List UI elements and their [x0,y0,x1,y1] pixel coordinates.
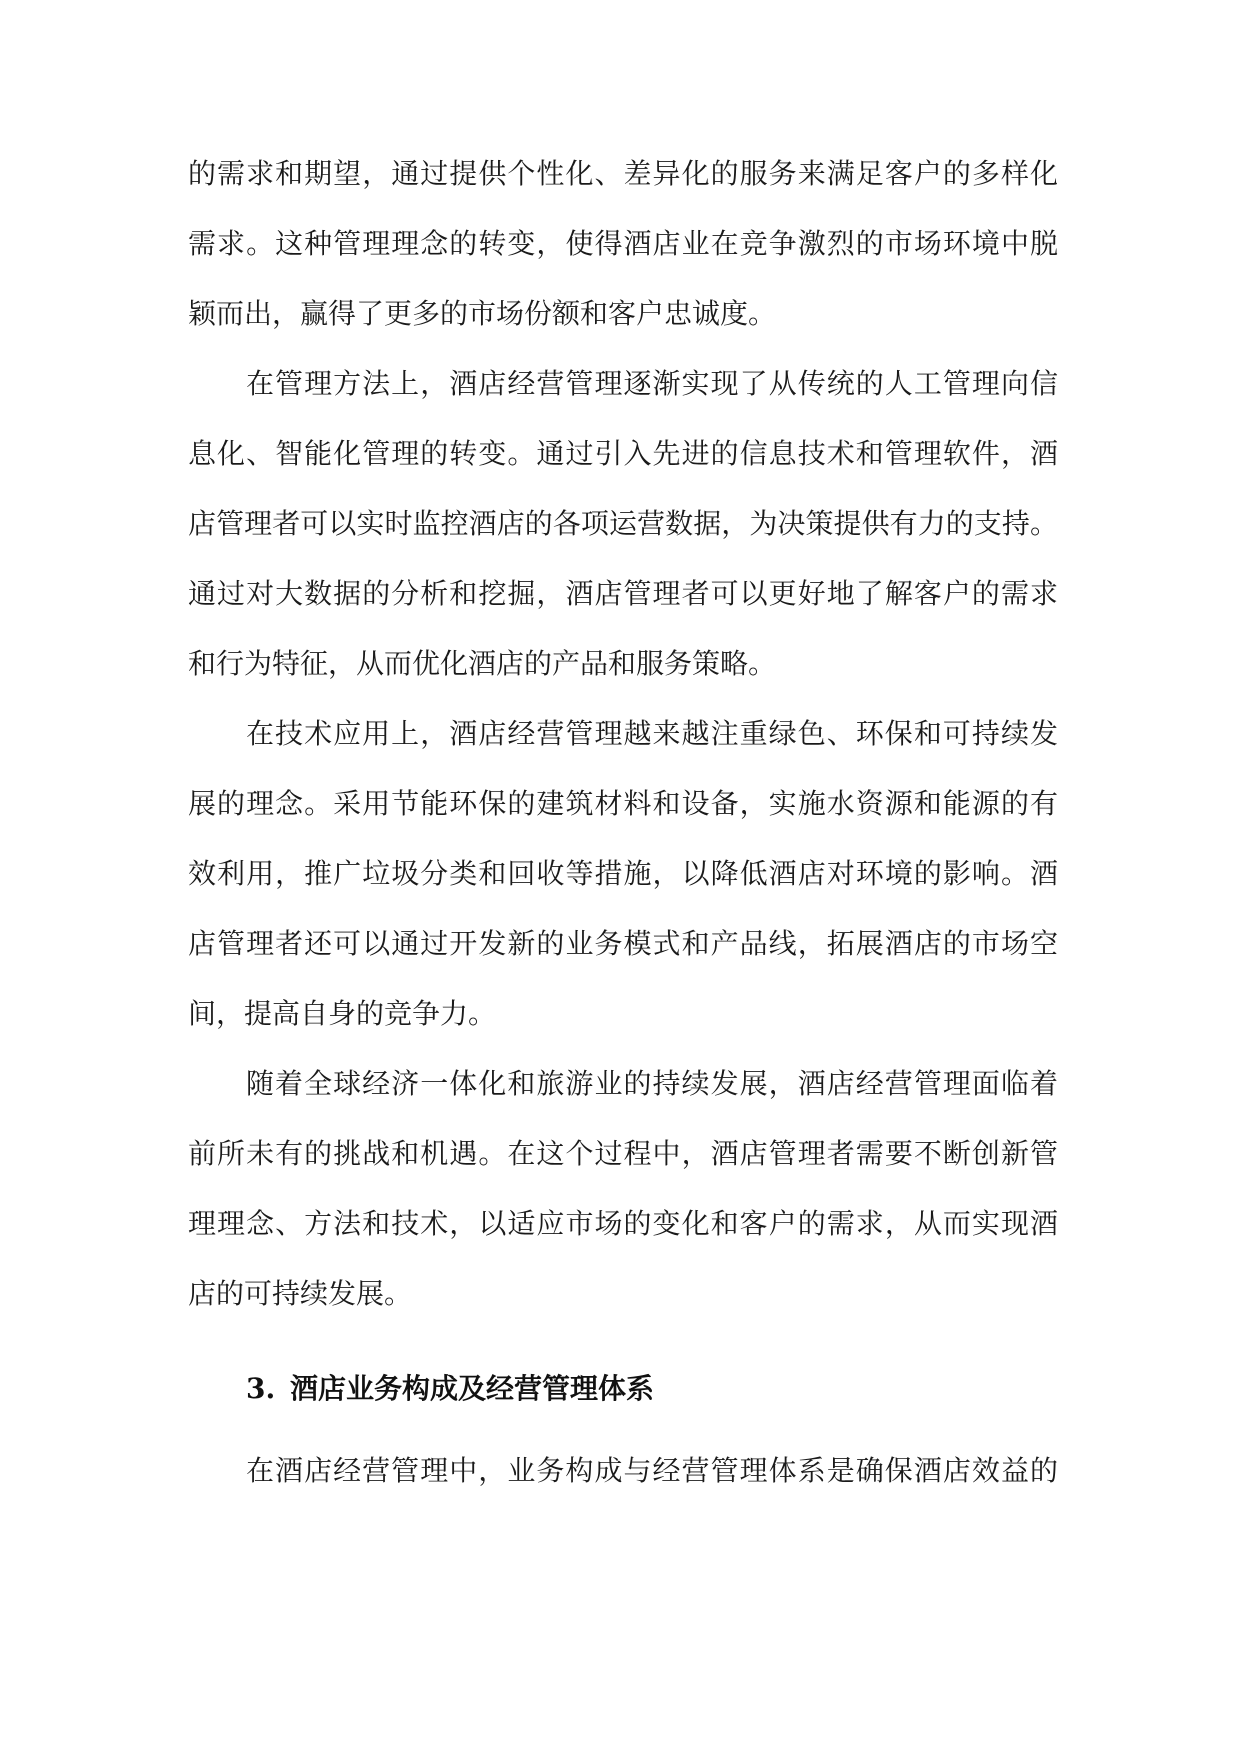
paragraph-1-line-1: 的需求和期望，通过提供个性化、差异化的服务来满足客户的多样化 [188,157,1058,190]
paragraph-3-line-4: 店管理者还可以通过开发新的业务模式和产品线，拓展酒店的市场空 [188,927,1058,960]
paragraph-2-line-2: 息化、智能化管理的转变。通过引入先进的信息技术和管理软件，酒 [188,437,1058,470]
paragraph-3-line-3: 效利用，推广垃圾分类和回收等措施，以降低酒店对环境的影响。酒 [188,857,1058,890]
paragraph-2-line-4: 通过对大数据的分析和挖掘，酒店管理者可以更好地了解客户的需求 [188,577,1058,610]
paragraph-3-line-2: 展的理念。采用节能环保的建筑材料和设备，实施水资源和能源的有 [188,787,1058,820]
paragraph-4-line-1: 随着全球经济一体化和旅游业的持续发展，酒店经营管理面临着 [246,1067,1058,1100]
paragraph-2-line-1: 在管理方法上，酒店经营管理逐渐实现了从传统的人工管理向信 [246,367,1058,400]
paragraph-2-line-5: 和行为特征，从而优化酒店的产品和服务策略。 [188,647,777,680]
section-heading [246,1366,654,1412]
paragraph-1-line-2: 需求。这种管理理念的转变，使得酒店业在竞争激烈的市场环境中脱 [188,227,1058,260]
paragraph-1-line-3: 颖而出，赢得了更多的市场份额和客户忠诚度。 [188,297,777,330]
paragraph-2-line-3: 店管理者可以实时监控酒店的各项运营数据，为决策提供有力的支持。 [188,507,1058,540]
paragraph-3-line-1: 在技术应用上，酒店经营管理越来越注重绿色、环保和可持续发 [246,717,1058,750]
section-number: 3. [246,1372,276,1405]
paragraph-3-line-5: 间，提高自身的竞争力。 [188,997,497,1030]
paragraph-4-line-2: 前所未有的挑战和机遇。在这个过程中，酒店管理者需要不断创新管 [188,1137,1058,1170]
section-title: 酒店业务构成及经营管理体系 [290,1372,655,1405]
paragraph-4-line-4: 店的可持续发展。 [188,1277,413,1310]
paragraph-5-line-1: 在酒店经营管理中，业务构成与经营管理体系是确保酒店效益的 [246,1454,1058,1487]
paragraph-4-line-3: 理理念、方法和技术，以适应市场的变化和客户的需求，从而实现酒 [188,1207,1058,1240]
